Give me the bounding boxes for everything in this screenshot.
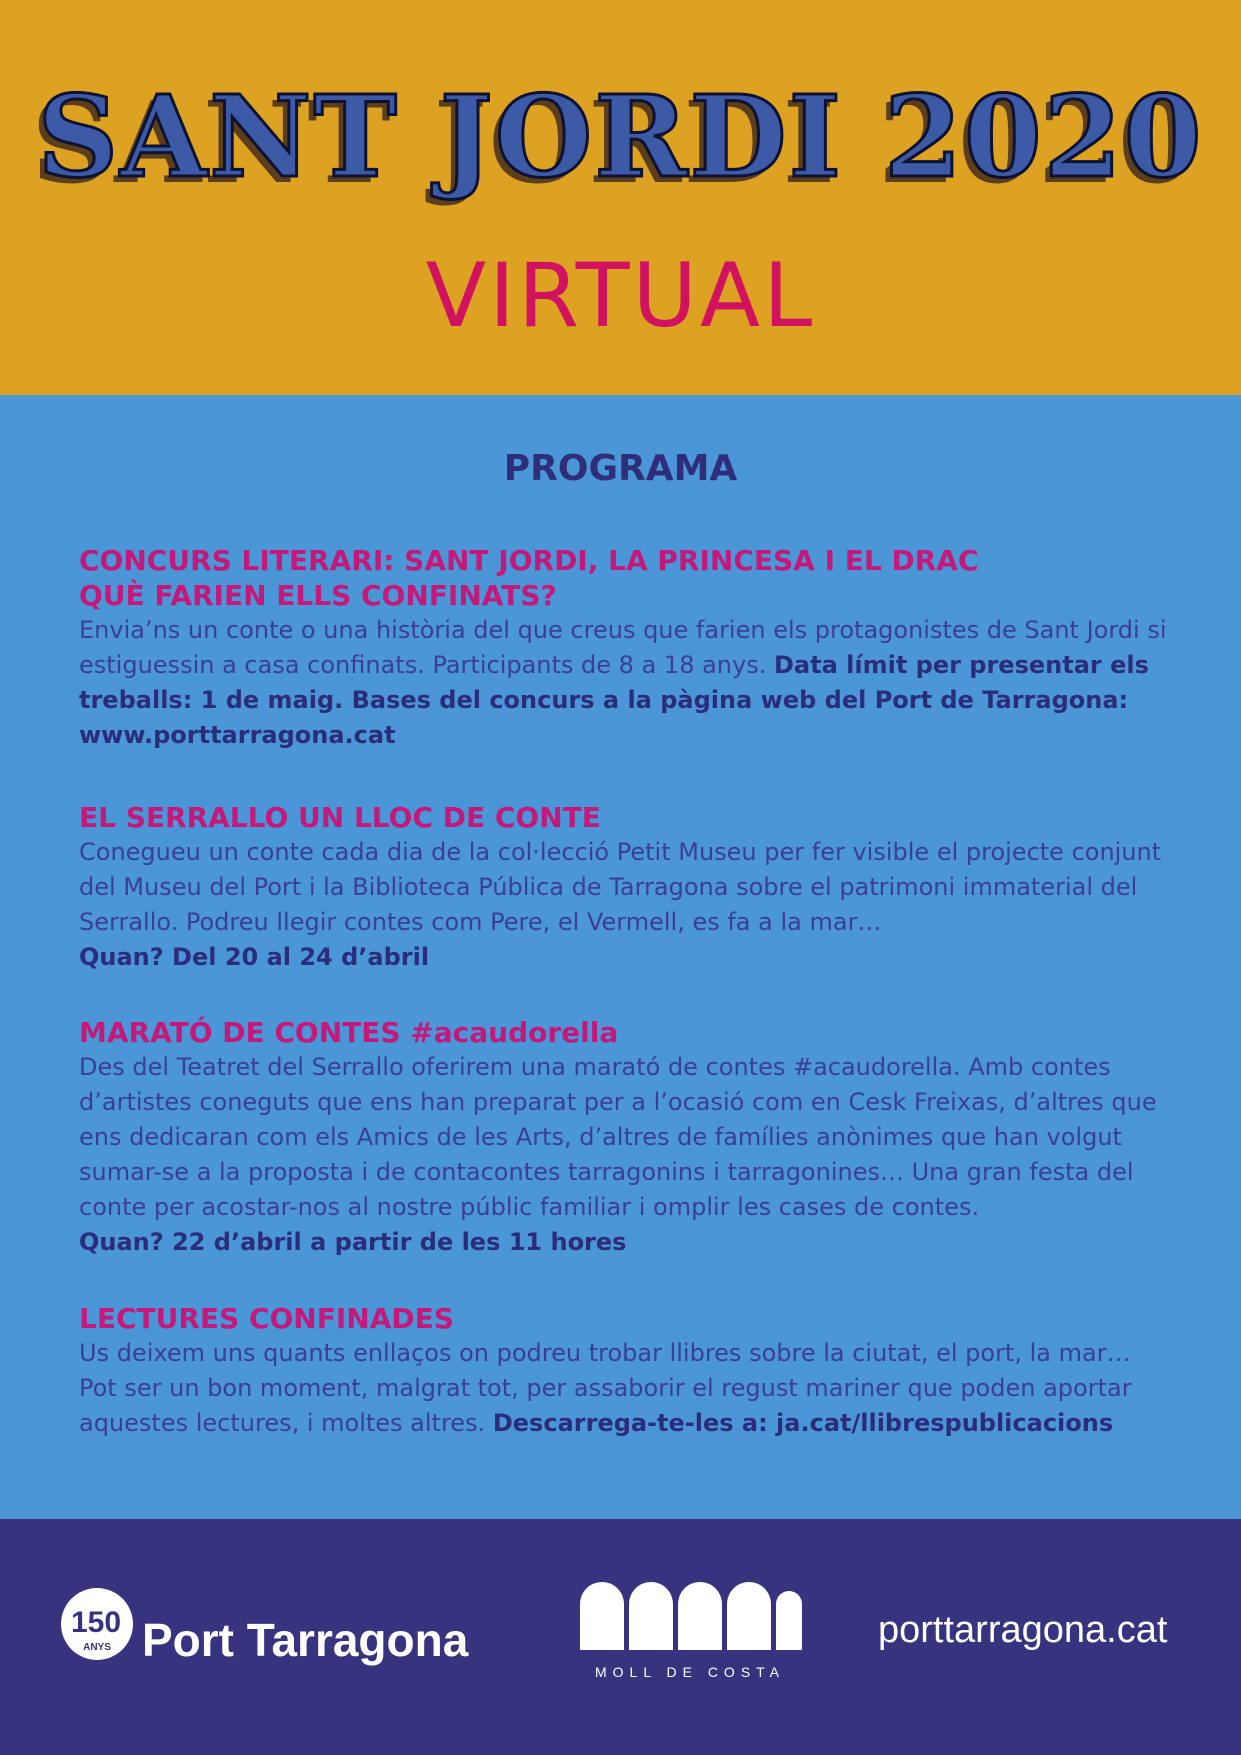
- section-title: MARATÓ DE CONTES #acaudorella: [79, 1016, 619, 1049]
- moll-de-costa-arches-icon: [578, 1580, 803, 1652]
- section-text: Conegueu un conte cada dia de la col·lecció Petit Museu per fer visible el projecte conjunt del Museu del Port i la Biblioteca Pública de Tarragona sobre el patrimoni immaterial del Serrallo. Podreu llegir contes com Pere, el Vermell, es fa a la mar…: [79, 838, 1162, 936]
- section-title: QUÈ FARIEN ELLS CONFINATS?: [79, 579, 557, 612]
- anniversary-150-logo: [60, 1587, 134, 1661]
- section-link[interactable]: Descarrega-te-les a: ja.cat/llibrespublicacions: [492, 1409, 1114, 1437]
- website-link[interactable]: porttarragona.cat: [878, 1609, 1168, 1651]
- section-when: Quan? Del 20 al 24 d’abril: [79, 943, 430, 971]
- section-concurs-literari: [79, 543, 1169, 753]
- section-title: CONCURS LITERARI: SANT JORDI, LA PRINCESA I EL DRAC: [79, 544, 979, 577]
- section-deadline: Data límit per presentar els treballs: 1 de maig. Bases del concurs a la pàgina web del Port de Tarragona: www.porttarragona.cat: [79, 651, 1149, 749]
- section-body: [79, 1336, 1169, 1441]
- logo-number: 150: [70, 1606, 122, 1639]
- section-title: LECTURES CONFINADES: [79, 1302, 454, 1335]
- moll-de-costa-label: MOLL DE COSTA: [594, 1664, 786, 1680]
- section-body: [79, 613, 1169, 753]
- port-tarragona-logo-text: Port Tarragona: [142, 1614, 469, 1666]
- section-text: Envia’ns un conte o una història del que creus que farien els protagonistes de Sant Jordi si estiguessin a casa confinats. Participants de 8 a 18 anys.: [79, 616, 1167, 679]
- section-body: [79, 1050, 1169, 1260]
- logo-word: ANYS: [83, 1642, 111, 1653]
- section-text: Des del Teatret del Serrallo oferirem una marató de contes #acaudorella. Amb contes d’artistes coneguts que ens han preparat per a l’ocasió com en Cesk Freixas, d’altres que ens dedicaran com els Amics de les Arts, d’altres de famílies anònimes que han volgut sumar-se a la proposta i de contacontes tarragonins i tarragonines… Una gran festa del conte per acostar-nos al nostre públic familiar i omplir les cases de contes.: [79, 1053, 1157, 1221]
- section-lectures: [79, 1301, 1169, 1441]
- section-serrallo: [79, 800, 1169, 975]
- section-text: Us deixem uns quants enllaços on podreu trobar llibres sobre la ciutat, el port, la mar… Pot ser un bon moment, malgrat tot, per assaborir el regust mariner que poden aportar aquestes lectures, i moltes altres.: [79, 1339, 1132, 1437]
- program-heading: PROGRAMA: [503, 448, 738, 489]
- section-body: [79, 835, 1169, 975]
- poster-title: SANT JORDI 2020: [37, 72, 1204, 203]
- poster-subtitle: VIRTUAL: [425, 244, 816, 347]
- section-marato: [79, 1015, 1169, 1260]
- section-when: Quan? 22 d’abril a partir de les 11 hores: [79, 1228, 627, 1256]
- section-title: EL SERRALLO UN LLOC DE CONTE: [79, 801, 601, 834]
